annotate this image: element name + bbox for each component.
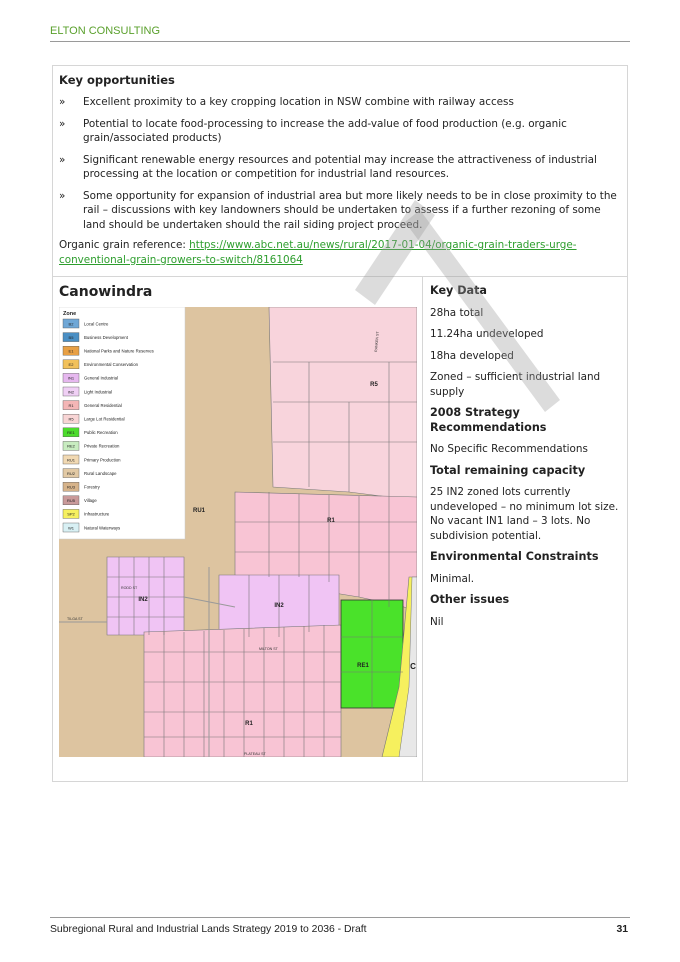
environment-text: Minimal. (430, 572, 475, 585)
legend-code: E1 (68, 348, 74, 354)
legend-code: B2 (68, 321, 74, 327)
zone-label-r1-south: R1 (245, 721, 253, 727)
legend-code: R1 (68, 402, 74, 408)
strategy-heading: 2008 Strategy Recommendations (430, 406, 547, 434)
legend-label: Light Industrial (84, 389, 112, 395)
key-data-item: 18ha developed (430, 349, 514, 362)
zone-label-in2-central: IN2 (274, 603, 284, 609)
footer-rule (50, 917, 630, 918)
legend-code: IN1 (67, 375, 75, 381)
reference-label: Organic grain reference: (59, 239, 190, 251)
list-item (59, 95, 619, 110)
legend-code: RU1 (66, 457, 76, 463)
zone-label-r5: R5 (370, 382, 378, 388)
legend-code: B5 (68, 334, 74, 340)
other-issues-heading: Other issues (430, 593, 510, 606)
list-item (59, 117, 619, 146)
company-header: ELTON CONSULTING (50, 25, 161, 37)
legend-code: IN2 (67, 389, 75, 395)
header-rule (50, 41, 630, 42)
list-item-text: Significant renewable energy resources and potential may increase the attractiveness of industrial processing at the location or competition for industrial land resources. (83, 153, 597, 180)
town-name: Canowindra (59, 284, 153, 300)
legend-label: Natural Waterways (84, 525, 121, 531)
map-legend (59, 307, 185, 539)
legend-label: Business Development (84, 334, 128, 340)
reference-line (59, 238, 619, 267)
legend-label: General Industrial (84, 375, 118, 381)
legend-code: RE2 (67, 443, 75, 449)
legend-label: Infrastructure (84, 511, 110, 517)
legend-label: Rural Landscape (84, 470, 117, 476)
key-data-heading: Key Data (430, 284, 487, 297)
legend-code: RE1 (67, 430, 75, 436)
zone-label-c: C (410, 662, 416, 671)
list-item (59, 153, 619, 182)
reference-link[interactable]: https://www.abc.net.au/news/rural/2017-01-04/organic-grain-traders-urge-conventional-grain-growers-to-switch/8161064 (59, 239, 577, 266)
bullet-mark: » (59, 117, 66, 130)
bullet-mark: » (59, 96, 66, 108)
legend-label: Public Recreation (84, 430, 118, 436)
opportunities-heading: Key opportunities (59, 73, 175, 87)
zoning-map (59, 307, 417, 757)
strategy-text: No Specific Recommendations (430, 443, 588, 455)
legend-label: Village (84, 498, 97, 504)
legend-code: SP2 (67, 511, 75, 517)
zone-label-ru1: RU1 (192, 508, 206, 514)
key-data-column (430, 284, 626, 636)
legend-code: E2 (68, 362, 74, 368)
key-data-item: 28ha total (430, 306, 484, 319)
opportunities-list (59, 95, 619, 232)
legend-label: Private Recreation (84, 443, 120, 449)
capacity-text: 25 IN2 zoned lots currently undeveloped – no minimum lot size. No vacant IN1 land – 3 lots. No subdivision potential. (430, 486, 619, 542)
zone-label-in2-west: IN2 (138, 597, 148, 603)
street-label: TILGA ST (67, 617, 83, 621)
legend-label: Local Centre (84, 321, 109, 327)
legend-label: National Parks and Nature Reserves (84, 348, 154, 354)
legend-code: W1 (68, 525, 74, 531)
legend-code: RU2 (66, 470, 76, 476)
page-number: 31 (616, 924, 628, 935)
list-item-text: Excellent proximity to a key cropping location in NSW combine with railway access (83, 96, 514, 108)
site-box (52, 277, 628, 782)
opportunities-box (52, 65, 628, 277)
zone-label-r1: R1 (327, 518, 335, 524)
map-column (53, 277, 423, 782)
street-label: RANKEN ST (374, 331, 380, 353)
other-issues-text: Nil (430, 615, 444, 628)
legend-title: Zone (63, 311, 77, 317)
legend-code: R5 (68, 416, 74, 422)
legend-code: RU3 (66, 484, 76, 490)
legend-label: Large Lot Residential (84, 416, 125, 422)
legend-label: Environmental Conservation (84, 362, 138, 368)
legend-code: RU5 (66, 498, 76, 504)
street-label: PLATEAU ST (244, 752, 266, 756)
list-item (59, 189, 619, 233)
street-label: MILTON ST (259, 647, 278, 651)
legend-label: Forestry (84, 484, 100, 490)
key-data-item: 11.24ha undeveloped (430, 328, 544, 340)
environment-heading: Environmental Constraints (430, 550, 599, 563)
zone-label-re1: RE1 (357, 663, 369, 669)
street-label: RODD ST (121, 586, 138, 590)
legend-label: Primary Production (84, 457, 121, 463)
legend-label: General Residential (84, 402, 122, 408)
key-data-item: Zoned – sufficient industrial land supply (430, 371, 601, 398)
list-item-text: Potential to locate food-processing to increase the add-value of food production (e.g. organic grain/associated products) (83, 117, 567, 144)
in2-west-zone-area (107, 557, 184, 635)
bullet-mark: » (59, 189, 66, 202)
footer-title: Subregional Rural and Industrial Lands Strategy 2019 to 2036 - Draft (50, 924, 367, 935)
list-item-text: Some opportunity for expansion of industrial area but more likely needs to be in close proximity to the rail – discussions with key landowners should be undertaken to assess if a further rezoning of some land should be undertaken should the rail siding project proceed. (83, 189, 617, 231)
bullet-mark: » (59, 153, 66, 166)
r5-zone-area (269, 307, 417, 502)
capacity-heading: Total remaining capacity (430, 463, 586, 477)
